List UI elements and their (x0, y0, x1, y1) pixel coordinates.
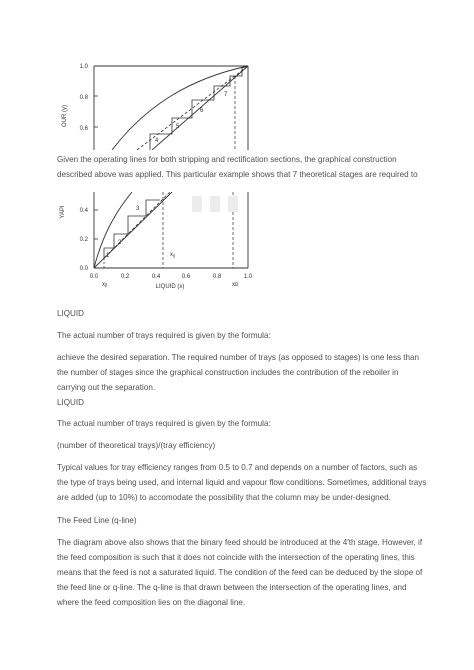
fig2-stage-3: 3 (136, 206, 140, 212)
fig2-stage-1: 1 (106, 253, 110, 259)
fig2-xd-annotation: xᴅ (232, 282, 239, 288)
fig2-xtick-2: 0.2 (120, 274, 130, 280)
fig2-x-ticks (90, 274, 253, 280)
heading-feed-line: The Feed Line (q-line) (57, 516, 137, 525)
fig1-stage-5: 5 (176, 124, 180, 130)
paragraph-liquid-2: LIQUID (57, 398, 84, 407)
fig2-xtick-6: 1.0 (243, 274, 253, 280)
paragraph-formula-intro-2: The actual number of trays required is given by the formula: (57, 419, 271, 428)
fig2-equilibrium-curve (94, 192, 132, 268)
fig1-tick-3: 0.6 (79, 126, 88, 132)
fig1-equilibrium-curve (112, 66, 248, 150)
fig2-ytick-3: 0.0 (79, 266, 88, 272)
fig1-stage-7: 7 (224, 92, 228, 98)
paragraph-feed-line: The diagram above also shows that the binary feed should be introduced at the 4'th stage. However, if the feed composition is such that it does not coincide with the intersection of the operating lines, this means that the feed is not a saturated liquid. The condition of the feed can be deduced by the slope of the feed line or q-line. The q-line is that drawn between the intersection of the operating lines, and where the feed composition lies on the diagonal line. (57, 538, 423, 607)
mccabe-thiele-lower-figure (52, 192, 262, 298)
paragraph-tray-efficiency: Typical values for tray efficiency ranges from 0.5 to 0.7 and depends on a number of factors, such as the type of trays being used, and internal liquid and vapour flow conditions. Sometimes, additional trays are added (up to 10%) to accomodate the possibility that the column may be under-designed. (57, 463, 427, 502)
fig1-tick-2: 0.8 (79, 95, 88, 101)
fig2-stage-2: 2 (118, 240, 122, 246)
fig2-ytick-2: 0.2 (79, 237, 88, 243)
fig1-ylabel: OUR (y) (62, 105, 68, 127)
fig2-xtick-1: 0.0 (89, 274, 99, 280)
fig2-xb-annotation: xᵦ (102, 282, 108, 288)
fig2-xtick-5: 0.8 (212, 274, 222, 280)
fig2-xtick-4: 0.6 (181, 274, 191, 280)
paragraph-trays: achieve the desired separation. The required number of trays (as opposed to stages) is one less than the number of stages since the graphical construction includes the contribution of the reboiler in carrying out the separation. (57, 353, 420, 392)
paragraph-formula: (number of theoretical trays)/(tray efficiency) (57, 441, 216, 450)
fig1-tick-1: 1.0 (79, 64, 88, 70)
fig2-xtick-3: 0.4 (151, 274, 161, 280)
mccabe-thiele-upper-figure (52, 56, 262, 150)
paragraph-liquid-1: LIQUID (57, 309, 84, 318)
fig2-ylabel: YAPI (60, 205, 66, 219)
fig2-xf-annotation: xᵨ (170, 252, 176, 258)
fig1-stage-6: 6 (200, 108, 204, 114)
fig1-stage-4: 4 (155, 138, 159, 144)
fig2-xlabel: LIQUID (x) (155, 284, 185, 290)
paragraph-1: Given the operating lines for both stripping and rectification sections, the graphical construction described above was applied. This particular example shows that 7 theoretical stages are required to (57, 155, 418, 179)
fig2-ytick-1: 0.4 (79, 208, 88, 214)
paragraph-formula-intro-1: The actual number of trays required is given by the formula: (57, 331, 271, 340)
